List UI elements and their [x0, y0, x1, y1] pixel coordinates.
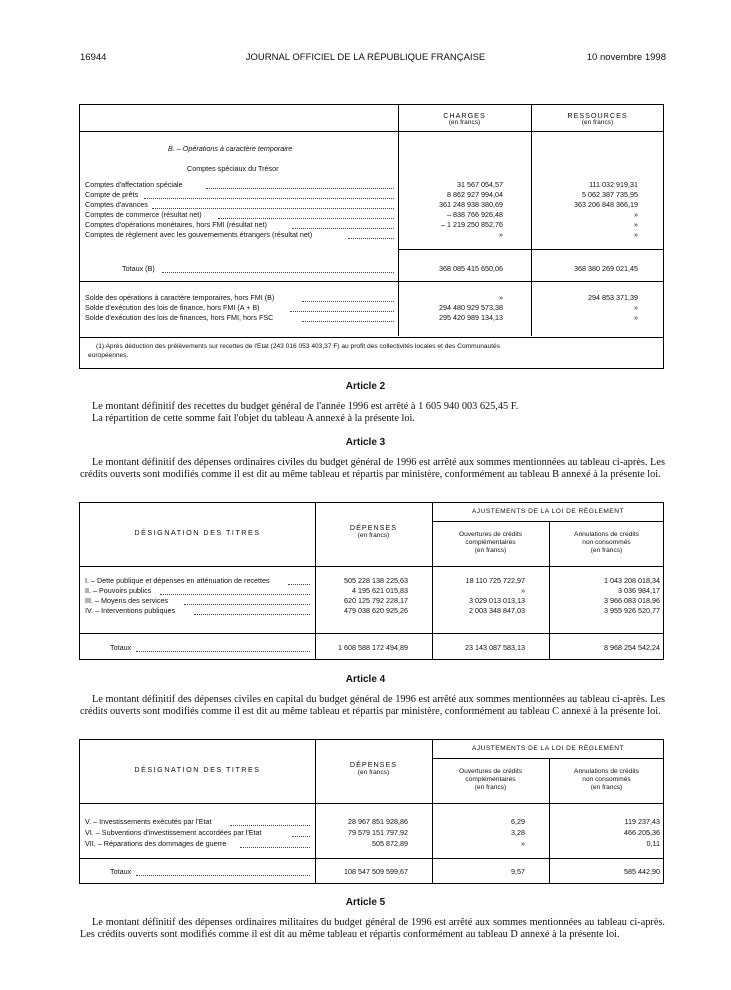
row-label: Comptes d'affectation spéciale [85, 180, 183, 189]
row-charges: 361 248 938 380,69 [439, 200, 503, 209]
article-4-title: Article 4 [345, 674, 386, 685]
row-label: Comptes d'avances [85, 200, 148, 209]
solde-label: Solde des opérations à caractère temporaires, hors FMI (B) [85, 293, 275, 302]
row-label: IV. – Interventions publiques [85, 606, 176, 615]
row-ouvertures: 3 029 013 013,13 [469, 596, 525, 605]
row-ouvertures: 18 110 725 722,97 [465, 576, 525, 585]
footnote-line1: (1) Après déduction des prélèvements sur recettes de l'Etat (243 016 053 403,37 F) au profit des collectivités locales et des Communautés [96, 343, 501, 350]
total-annulations: 8 968 254 542,24 [604, 643, 660, 652]
col-annulations-l2: non consommés [582, 539, 631, 546]
row-ouvertures: 2 003 348 847,03 [469, 606, 525, 615]
total-label: Totaux (B) [122, 264, 155, 273]
total-label: Totaux [110, 643, 132, 652]
row-depenses: 479 038 620 925,26 [344, 606, 408, 615]
col-ouvertures-l3: (en francs) [474, 547, 507, 554]
row-label: V. – Investissements exécutés par l'Etat [85, 817, 212, 826]
row-annulations: 1 043 208 018,34 [604, 576, 660, 585]
article-2-p1: Le montant définitif des recettes du budget général de l'année 1996 est arrêté à 1 605 940 003 625,45 F. [92, 401, 519, 412]
row-label: I. – Dette publique et dépenses en atténuation de recettes [85, 576, 270, 585]
page-number: 16944 [80, 52, 107, 63]
col-annulations-l1: Annulations de crédits [574, 531, 639, 538]
row-ouvertures: 3,28 [511, 828, 525, 837]
col-ajustements-header: AJUSTEMENTS DE LA LOI DE RÈGLEMENT [471, 508, 625, 515]
row-ressources: 111 032 919,31 [589, 180, 638, 189]
row-annulations: 466 205,36 [624, 828, 660, 837]
col-ouvertures-l2: complémentaires [465, 539, 516, 546]
col-annulations-l3: (en francs) [590, 784, 623, 791]
row-ressources: 363 206 848 366,19 [574, 200, 638, 209]
solde-charges: » [499, 293, 503, 302]
total-ouvertures: 9,57 [511, 867, 525, 876]
table-comptes-speciaux [79, 104, 664, 369]
total-ressources: 368 380 269 021,45 [574, 264, 638, 273]
footnote-line2: européennes. [88, 352, 129, 359]
col-annulations-l1: Annulations de crédits [574, 768, 639, 775]
article-2-text [80, 401, 665, 425]
article-4-text [80, 694, 665, 718]
row-charges: 31 567 054,57 [457, 180, 503, 189]
table-depenses-ordinaires [79, 502, 664, 660]
col-depenses-unit: (en francs) [357, 532, 390, 539]
row-depenses: 505 228 138 225,63 [344, 576, 408, 585]
row-label: Comptes d'opérations monétaires, hors FMI (résultat net) [85, 220, 267, 229]
row-charges: 8 862 927 994,04 [447, 190, 503, 199]
article-3-p1: Le montant définitif des dépenses ordinaires civiles du budget général de 1996 est arrêté aux sommes mentionnées au tableau ci-après. Les crédits ouverts sont modifiés comme il est dit au même tableau et répartis par ministère, conformément au tableau B annexé à la présente loi. [80, 457, 665, 480]
solde-charges: 294 480 929 573,38 [439, 303, 503, 312]
article-2-p2: La répartition de cette somme fait l'objet du tableau A annexé à la présente loi. [92, 413, 415, 424]
row-label: III. – Moyens des services [85, 596, 169, 605]
row-label: VII. – Réparations des dommages de guerre [85, 839, 227, 848]
row-ouvertures: » [521, 586, 525, 595]
row-label: VI. – Subventions d'investissement accordées par l'Etat [85, 828, 262, 837]
solde-ressources: 294 853 371,39 [588, 293, 638, 302]
row-ressources: » [634, 230, 638, 239]
total-depenses: 108 547 509 599,67 [344, 867, 408, 876]
col-ouvertures-l3: (en francs) [474, 784, 507, 791]
section-title: B. – Opérations à caractère temporaire [168, 144, 293, 153]
col-designation-header: DÉSIGNATION DES TITRES [134, 528, 261, 537]
article-2-title: Article 2 [345, 381, 386, 392]
table-depenses-capital [79, 739, 664, 884]
col-ressources-unit: (en francs) [581, 119, 614, 126]
row-depenses: 505 872,89 [372, 839, 408, 848]
total-annulations: 585 442,90 [624, 867, 660, 876]
solde-charges: 295 420 989 134,13 [439, 313, 503, 322]
solde-ressources: » [634, 313, 638, 322]
total-ouvertures: 23 143 087 583,13 [465, 643, 525, 652]
solde-label: Solde d'exécution des lois de finance, hors FMI (A + B) [85, 303, 260, 312]
row-ouvertures: » [521, 839, 525, 848]
row-annulations: 3 966 083 018,96 [604, 596, 660, 605]
journal-title: JOURNAL OFFICIEL DE LA RÉPUBLIQUE FRANÇAISE [245, 52, 486, 63]
row-depenses: 4 195 621 015,83 [352, 586, 408, 595]
solde-label: Solde d'exécution des lois de finances, hors FMI, hors FSC [85, 313, 274, 322]
col-depenses-unit: (en francs) [357, 769, 390, 776]
col-charges-header: CHARGES [443, 111, 486, 120]
col-ajustements-header: AJUSTEMENTS DE LA LOI DE RÈGLEMENT [471, 745, 625, 752]
col-ouvertures-l1: Ouvertures de crédits [458, 531, 523, 538]
col-annulations-l2: non consommés [582, 776, 631, 783]
col-charges-unit: (en francs) [448, 119, 481, 126]
row-charges: – 838 766 926,48 [447, 210, 503, 219]
row-label: II. – Pouvoirs publics [85, 586, 152, 595]
row-annulations: 3 955 926 520,77 [604, 606, 660, 615]
row-charges: » [499, 230, 503, 239]
row-charges: – 1 219 250 852,76 [441, 220, 503, 229]
col-depenses-header: DÉPENSES [349, 523, 398, 532]
row-ressources: » [634, 220, 638, 229]
col-ouvertures-l2: complémentaires [465, 776, 516, 783]
row-annulations: 0,11 [646, 839, 660, 848]
col-depenses-header: DÉPENSES [349, 760, 398, 769]
row-depenses: 28 967 851 928,86 [348, 817, 408, 826]
row-label: Comptes de commerce (résultat net) [85, 210, 202, 219]
article-5-title: Article 5 [345, 897, 386, 908]
col-ouvertures-l1: Ouvertures de crédits [458, 768, 523, 775]
article-4-p1: Le montant définitif des dépenses civiles en capital du budget général de 1996 est arrêté aux sommes mentionnées au tableau ci-après. Les crédits ouverts sont modifiés comme il est dit au même tableau et répartis par ministère, conformément au tableau C annexé à la présente loi. [80, 694, 665, 717]
subsection-title: Comptes spéciaux du Trésor [187, 164, 279, 173]
total-charges: 368 085 415 650,06 [439, 264, 503, 273]
publication-date: 10 novembre 1998 [586, 52, 666, 63]
total-depenses: 1 608 588 172 494,89 [338, 643, 408, 652]
article-5-text [80, 917, 665, 941]
row-annulations: 119 237,43 [624, 817, 660, 826]
row-depenses: 79 579 151 797,92 [348, 828, 408, 837]
col-designation-header: DÉSIGNATION DES TITRES [134, 765, 261, 774]
article-3-title: Article 3 [345, 437, 386, 448]
row-ressources: » [634, 210, 638, 219]
row-depenses: 620 125 792 228,17 [344, 596, 408, 605]
article-5-p1: Le montant définitif des dépenses ordinaires militaires du budget général de 1996 est arrêté aux sommes mentionnées au tableau ci-après. Les crédits ouverts sont modifiés comme il est dit au même tableau et répartis conformément au tableau D annexé à la présente loi. [80, 917, 665, 940]
article-3-text [80, 457, 665, 481]
solde-ressources: » [634, 303, 638, 312]
row-label: Compte de prêts [85, 190, 139, 199]
col-annulations-l3: (en francs) [590, 547, 623, 554]
total-label: Totaux [110, 867, 132, 876]
row-ressources: 5 062 387 735,95 [582, 190, 638, 199]
row-label: Comptes de règlement avec les gouvernements étrangers (résultat net) [85, 230, 313, 239]
row-annulations: 3 036 984,17 [618, 586, 660, 595]
col-ressources-header: RESSOURCES [567, 111, 628, 120]
row-ouvertures: 6,29 [511, 817, 525, 826]
